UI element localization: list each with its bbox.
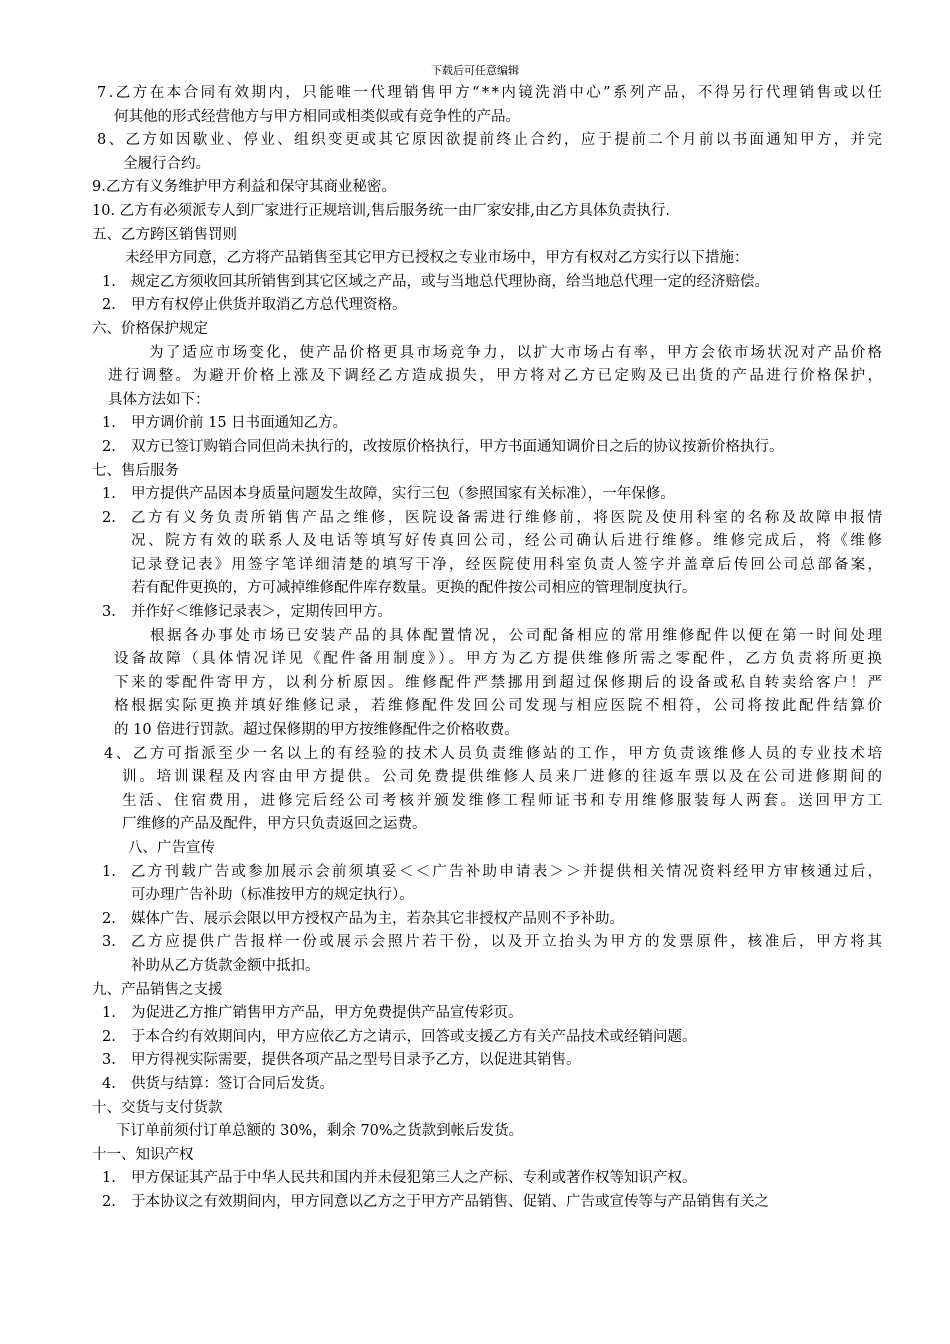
list-item-number: 3. (102, 1052, 116, 1069)
paragraph (0, 82, 950, 129)
text-line: 9.乙方有义务维护甲方利益和保守其商业秘密。 (92, 179, 396, 196)
list-item (0, 294, 950, 318)
list-item (0, 436, 950, 460)
section-heading (0, 460, 950, 484)
list-item-number: 2. (102, 438, 116, 455)
text-line: 况、院方有效的联系人及电话等填写好传真回公司，经公司确认后进行维修。维修完成后，将《维修 (131, 533, 885, 550)
section-heading-text: 六、价格保护规定 (92, 320, 208, 337)
section-heading-text: 五、乙方跨区销售罚则 (92, 226, 237, 243)
list-item-number: 3. (102, 934, 116, 951)
text-line: 7.乙方在本合同有效期内，只能唯一代理销售甲方“**内镜洗消中心”系列产品，不得另行代理销售或以任 (97, 85, 885, 101)
list-item-number: 2. (102, 1028, 116, 1045)
section-heading-text: 八、广告宣传 (128, 840, 215, 856)
list-item-number: 1. (102, 1170, 116, 1187)
text-line: 4、乙方可指派至少一名以上的有经验的技术人员负责维修站的工作，甲方负责该维修人员的专业技术培 (104, 745, 885, 762)
text-line: 若有配件更换的，方可减掉维修配件库存数量。更换的配件按公司相应的管理制度执行。 (131, 580, 697, 597)
page-header: 下载后可任意编辑 (431, 64, 519, 77)
text-line: 规定乙方须收回其所销售到其它区域之产品，或与当地总代理协商，给当地总代理一定的经济赔偿。 (131, 273, 769, 290)
text-line: 进行调整。为避开价格上涨及下调经乙方造成损失，甲方将对乙方已定购及已出货的产品进行价格保护， (108, 368, 885, 385)
text-line: 生活、住宿费用，进修完后经公司考核并颁发维修工程师证书和专用维修服装每人两套。送回甲方工 (122, 792, 885, 809)
text-line: 甲方提供产品因本身质量问题发生故障，实行三包（参照国家有关标准），一年保修。 (131, 486, 675, 503)
list-item-number: 4. (102, 1075, 116, 1092)
list-item (0, 483, 950, 507)
section-heading (0, 1097, 950, 1121)
text-line: 根据各办事处市场已安装产品的具体配置情况，公司配备相应的常用维修配件以便在第一时间处理 (150, 627, 885, 644)
text-line: 何其他的形式经营他方与甲方相同或相类似或有竞争性的产品。 (114, 108, 520, 125)
paragraph (0, 743, 950, 837)
text-line: 10. 乙方有必须派专人到厂家进行正规培训,售后服务统一由厂家安排,由乙方具体负责执行. (92, 202, 670, 219)
paragraph (0, 625, 950, 743)
list-item (0, 412, 950, 436)
list-item-number: 2. (102, 1193, 116, 1210)
paragraph (0, 1120, 950, 1144)
list-item-number: 1. (102, 415, 116, 432)
section-heading (0, 1144, 950, 1168)
section-heading (0, 979, 950, 1003)
text-line: 甲方得视实际需要，提供各项产品之型号目录予乙方，以促进其销售。 (131, 1052, 581, 1069)
list-item (0, 1049, 950, 1073)
list-item (0, 1191, 950, 1215)
list-item-number: 1. (102, 273, 116, 290)
text-line: 下订单前须付订单总额的 30%，剩余 70%之货款到帐后发货。 (116, 1123, 524, 1140)
text-line: 全履行合约。 (123, 155, 210, 172)
section-heading (0, 837, 950, 861)
list-item-number: 2. (102, 297, 116, 314)
list-item (0, 601, 950, 625)
text-line: 供货与结算：签订合同后发货。 (131, 1075, 334, 1092)
list-item-number: 3. (102, 604, 116, 621)
text-line: 双方已签订购销合同但尚未执行的，改按原价格执行，甲方书面通知调价日之后的协议按新价格执行。 (131, 438, 784, 455)
text-line: 甲方调价前 15 日书面通知乙方。 (131, 415, 348, 432)
text-line: 为促进乙方推广销售甲方产品，甲方免费提供产品宣传彩页。 (131, 1005, 523, 1022)
section-heading-text: 十一、知识产权 (92, 1146, 194, 1163)
list-item (0, 931, 950, 978)
text-line: 可办理广告补助（标准按甲方的规定执行）。 (131, 887, 414, 904)
list-item-number: 2. (102, 910, 116, 927)
text-line: 于本协议之有效期间内，甲方同意以乙方之于甲方产品销售、促销、广告或宣传等与产品销售有关之 (131, 1193, 769, 1210)
text-line: 乙方有义务负责所销售产品之维修，医院设备需进行维修前，将医院及使用科室的名称及故障申报情 (131, 509, 885, 526)
list-item (0, 1026, 950, 1050)
list-item-number: 1. (102, 486, 116, 503)
text-line: 厂维修的产品及配件，甲方只负责返回之运费。 (122, 816, 427, 833)
section-heading-text: 七、售后服务 (92, 462, 179, 479)
text-line: 甲方有权停止供货并取消乙方总代理资格。 (131, 297, 407, 314)
text-line: 设备故障（具体情况详见《配件备用制度》）。甲方为乙方提供维修所需之零配件，乙方负责将所更换 (114, 651, 885, 668)
list-item (0, 271, 950, 295)
paragraph (0, 200, 950, 224)
paragraph (0, 129, 950, 176)
text-line: 的 10 倍进行罚款。超过保修期的甲方按维修配件之价格收费。 (114, 722, 519, 739)
text-line: 记录登记表》用签字笔详细清楚的填写干净，经医院使用科室负责人签字并盖章后传回公司总部备案， (131, 556, 885, 573)
text-line: 乙方刊载广告或参加展示会前须填妥＜＜广告补助申请表＞＞并提供相关情况资料经甲方审核通过后， (131, 863, 885, 880)
paragraph (0, 342, 950, 413)
text-line: 训。培训课程及内容由甲方提供。公司免费提供维修人员来厂进修的往返车票以及在公司进修期间的 (122, 769, 885, 786)
list-item-number: 2. (102, 509, 116, 526)
text-line: 于本合约有效期间内，甲方应依乙方之请示，回答或支援乙方有关产品技术或经销问题。 (131, 1028, 697, 1045)
section-heading-text: 十、交货与支付货款 (92, 1099, 223, 1116)
list-item (0, 1002, 950, 1026)
list-item (0, 507, 950, 601)
list-item (0, 861, 950, 908)
text-line: 具体方法如下： (108, 391, 210, 408)
list-item (0, 1167, 950, 1191)
text-line: 8、乙方如因歇业、停业、组织变更或其它原因欲提前终止合约，应于提前二个月前以书面通知甲方，并完 (97, 132, 885, 149)
paragraph (0, 176, 950, 200)
list-item-number: 1. (102, 1005, 116, 1022)
text-line: 补助从乙方货款金额中抵扣。 (131, 957, 320, 974)
text-line: 并作好＜维修记录表＞，定期传回甲方。 (131, 604, 392, 621)
section-heading (0, 224, 950, 248)
text-line: 为了适应市场变化，使产品价格更具市场竞争力，以扩大市场占有率，甲方会依市场状况对产品价格 (149, 344, 885, 361)
section-heading-text: 九、产品销售之支援 (92, 981, 223, 998)
document-body (0, 82, 950, 1215)
text-line: 未经甲方同意，乙方将产品销售至其它甲方已授权之专业市场中，甲方有权对乙方实行以下措施： (125, 250, 749, 267)
list-item (0, 908, 950, 932)
text-line: 甲方保证其产品于中华人民共和国内并未侵犯第三人之产标、专利或著作权等知识产权。 (131, 1170, 697, 1187)
text-line: 下来的零配件寄甲方，以利分析原因。维修配件严禁挪用到超过保修期后的设备或私自转卖给客户！严 (114, 674, 885, 691)
text-line: 格根据实际更换并填好维修记录，若维修配件发回公司发现与相应医院不相符，公司将按此配件结算价 (114, 698, 885, 715)
paragraph (0, 247, 950, 271)
section-heading (0, 318, 950, 342)
list-item (0, 1073, 950, 1097)
list-item-number: 1. (102, 863, 116, 880)
text-line: 乙方应提供广告报样一份或展示会照片若干份，以及开立抬头为甲方的发票原件，核准后，甲方将其 (131, 934, 885, 951)
text-line: 媒体广告、展示会限以甲方授权产品为主，若杂其它非授权产品则不予补助。 (131, 910, 624, 927)
